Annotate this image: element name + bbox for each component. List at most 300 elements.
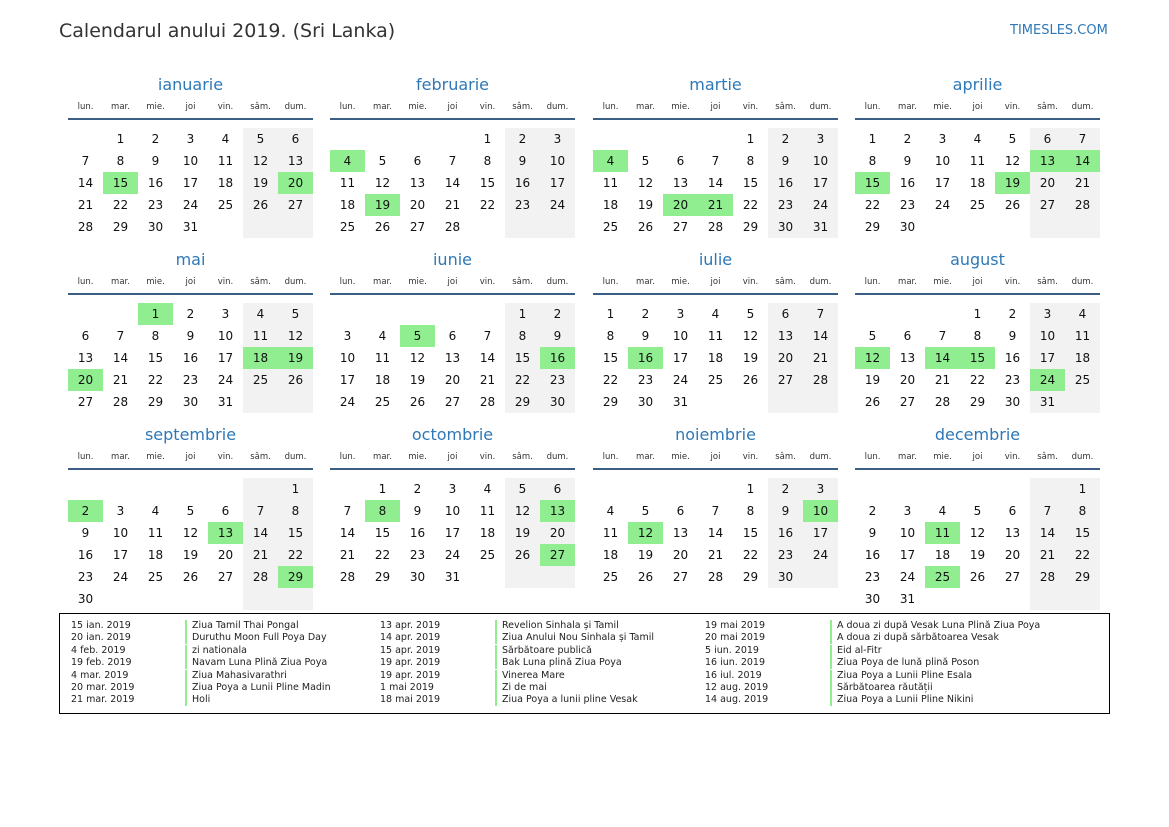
weekend-shade: [243, 588, 278, 610]
calendar-day: 12: [1004, 154, 1021, 168]
legend-holiday-name: A doua zi după sărbătoarea Vesak: [830, 632, 999, 644]
calendar-day: 8: [1065, 500, 1100, 522]
calendar-day: 29: [602, 395, 619, 409]
legend-date: 15 apr. 2019: [380, 644, 441, 656]
calendar-day: 15: [1065, 522, 1100, 544]
calendar-day: 28: [243, 566, 278, 588]
holiday-day: 20: [68, 369, 103, 391]
calendar-day: 10: [803, 150, 838, 172]
calendar-day: 22: [112, 198, 129, 212]
weekday-header: mie.: [408, 102, 427, 112]
weekday-header: lun.: [602, 102, 619, 112]
calendar-day: 1: [1065, 478, 1100, 500]
calendar-day: 17: [182, 176, 199, 190]
holiday-legend: [59, 613, 1110, 714]
calendar-day: 12: [243, 150, 278, 172]
calendar-day: 27: [444, 395, 461, 409]
calendar-day: 7: [483, 329, 492, 343]
calendar-day: 16: [768, 522, 803, 544]
calendar-day: 2: [186, 307, 195, 321]
weekday-header: vin.: [742, 452, 759, 462]
calendar-day: 16: [864, 548, 881, 562]
calendar-day: 28: [444, 220, 461, 234]
weekday-header: mie.: [408, 452, 427, 462]
calendar-day: 14: [243, 522, 278, 544]
calendar-day: 3: [803, 128, 838, 150]
calendar-day: 18: [479, 526, 496, 540]
calendar-day: 10: [182, 154, 199, 168]
calendar-day: 22: [1065, 544, 1100, 566]
calendar-day: 27: [899, 395, 916, 409]
calendar-day: 11: [1065, 325, 1100, 347]
weekday-header: mar.: [111, 277, 130, 287]
calendar-day: 23: [540, 369, 575, 391]
legend-date: 4 mar. 2019: [71, 669, 129, 681]
calendar-day: 24: [803, 194, 838, 216]
calendar-day: 23: [505, 194, 540, 216]
calendar-day: 18: [339, 198, 356, 212]
calendar-day: 12: [409, 351, 426, 365]
calendar-day: 28: [339, 570, 356, 584]
legend-date: 21 mar. 2019: [71, 694, 135, 706]
calendar-day: 11: [969, 154, 986, 168]
calendar-day: 16: [409, 526, 426, 540]
calendar-day: 28: [707, 220, 724, 234]
weekday-header: sâm.: [775, 452, 796, 462]
holiday-day: 12: [628, 522, 663, 544]
calendar-day: 14: [707, 176, 724, 190]
calendar-day: 30: [899, 220, 916, 234]
calendar-day: 19: [637, 548, 654, 562]
legend-holiday-name: Sărbătoare publică: [495, 645, 592, 657]
calendar-day: 26: [742, 373, 759, 387]
calendar-day: 12: [182, 526, 199, 540]
weekday-header: joi: [185, 277, 196, 287]
calendar-day: 19: [864, 373, 881, 387]
weekday-header: lun.: [864, 102, 881, 112]
weekday-header: joi: [972, 102, 983, 112]
calendar-day: 25: [602, 220, 619, 234]
calendar-day: 18: [602, 198, 619, 212]
month-divider: [855, 468, 1100, 470]
calendar-day: 30: [409, 570, 426, 584]
month-divider: [330, 118, 575, 120]
calendar-day: 18: [374, 373, 391, 387]
calendar-day: 27: [672, 570, 689, 584]
calendar-day: 3: [938, 132, 947, 146]
calendar-day: 13: [899, 351, 916, 365]
calendar-day: 16: [768, 172, 803, 194]
weekday-header: lun.: [602, 277, 619, 287]
month-name: octombrie: [411, 425, 494, 444]
calendar-day: 17: [540, 172, 575, 194]
calendar-day: 4: [483, 482, 492, 496]
calendar-day: 7: [1030, 500, 1065, 522]
calendar-day: 29: [112, 220, 129, 234]
legend-date: 18 mai 2019: [380, 694, 441, 706]
month-name: iulie: [698, 250, 733, 269]
holiday-day: 20: [278, 172, 313, 194]
calendar-day: 24: [672, 373, 689, 387]
calendar-day: 14: [479, 351, 496, 365]
calendar-day: 24: [934, 198, 951, 212]
calendar-day: 1: [868, 132, 877, 146]
calendar-day: 14: [112, 351, 129, 365]
weekday-header: mar.: [898, 277, 917, 287]
calendar-day: 10: [1030, 325, 1065, 347]
holiday-day: 24: [1030, 369, 1065, 391]
month-name: septembrie: [144, 425, 237, 444]
calendar-day: 11: [479, 504, 496, 518]
weekday-header: sâm.: [250, 102, 271, 112]
month-name: mai: [175, 250, 206, 269]
month-divider: [68, 293, 313, 295]
calendar-day: 25: [602, 570, 619, 584]
calendar-day: 17: [1030, 347, 1065, 369]
calendar-day: 27: [672, 220, 689, 234]
weekday-header: dum.: [284, 102, 307, 112]
weekday-header: mie.: [671, 277, 690, 287]
weekday-header: joi: [710, 277, 721, 287]
legend-holiday-name: A doua zi după Vesak Luna Plină Ziua Poya: [830, 620, 1040, 632]
weekday-header: mie.: [408, 277, 427, 287]
legend-holiday-name: Bak Luna plină Ziua Poya: [495, 657, 622, 669]
calendar-day: 5: [973, 504, 982, 518]
calendar-day: 4: [151, 504, 160, 518]
calendar-day: 2: [540, 303, 575, 325]
weekend-shade: [278, 391, 313, 413]
month-name: iunie: [432, 250, 472, 269]
weekend-shade: [243, 391, 278, 413]
weekday-header: sâm.: [250, 452, 271, 462]
legend-date: 19 feb. 2019: [71, 657, 132, 669]
calendar-day: 30: [768, 566, 803, 588]
calendar-day: 2: [151, 132, 160, 146]
calendar-day: 6: [278, 128, 313, 150]
legend-date: 12 aug. 2019: [705, 682, 769, 693]
calendar-day: 11: [374, 351, 391, 365]
calendar-day: 17: [444, 526, 461, 540]
calendar-day: 8: [151, 329, 160, 343]
calendar-day: 4: [606, 504, 615, 518]
weekday-header: mie.: [933, 277, 952, 287]
calendar-day: 19: [409, 373, 426, 387]
weekend-shade: [540, 566, 575, 588]
calendar-day: 7: [343, 504, 352, 518]
calendar-day: 9: [903, 154, 912, 168]
site-link[interactable]: TIMESLES.COM: [1010, 23, 1108, 38]
weekday-header: lun.: [602, 452, 619, 462]
calendar-day: 29: [742, 220, 759, 234]
calendar-day: 29: [147, 395, 164, 409]
calendar-day: 24: [803, 544, 838, 566]
weekday-header: vin.: [217, 452, 234, 462]
calendar-day: 4: [973, 132, 982, 146]
holiday-day: 2: [68, 500, 103, 522]
calendar-day: 22: [479, 198, 496, 212]
calendar-day: 1: [746, 482, 755, 496]
calendar-day: 6: [1008, 504, 1017, 518]
calendar-day: 7: [448, 154, 457, 168]
weekday-header: vin.: [1004, 452, 1021, 462]
calendar-day: 1: [116, 132, 125, 146]
weekday-header: sâm.: [775, 102, 796, 112]
month-name: martie: [689, 75, 742, 94]
weekday-header: sâm.: [1037, 102, 1058, 112]
weekday-header: joi: [710, 452, 721, 462]
weekday-header: sâm.: [512, 452, 533, 462]
calendar-day: 1: [483, 132, 492, 146]
weekday-header: mar.: [373, 102, 392, 112]
weekday-header: vin.: [742, 277, 759, 287]
calendar-day: 10: [339, 351, 356, 365]
weekday-header: dum.: [284, 277, 307, 287]
calendar-day: 22: [969, 373, 986, 387]
weekend-shade: [1030, 478, 1065, 500]
calendar-day: 2: [768, 478, 803, 500]
legend-holiday-name: Sărbătoarea răutății: [830, 682, 933, 694]
calendar-day: 9: [540, 325, 575, 347]
calendar-day: 21: [77, 198, 94, 212]
weekday-header: joi: [185, 452, 196, 462]
month-name: ianuarie: [157, 75, 224, 94]
calendar-day: 16: [182, 351, 199, 365]
calendar-day: 31: [182, 220, 199, 234]
weekday-header: vin.: [1004, 277, 1021, 287]
calendar-day: 9: [1008, 329, 1017, 343]
calendar-day: 4: [243, 303, 278, 325]
month-divider: [330, 293, 575, 295]
holiday-day: 19: [278, 347, 313, 369]
calendar-day: 12: [278, 325, 313, 347]
calendar-day: 23: [768, 194, 803, 216]
calendar-day: 30: [864, 592, 881, 606]
legend-holiday-name: Revelion Sinhala și Tamil: [495, 620, 619, 632]
calendar-day: 18: [217, 176, 234, 190]
calendar-day: 14: [1030, 522, 1065, 544]
calendar-day: 13: [1004, 526, 1021, 540]
weekday-header: mie.: [933, 102, 952, 112]
calendar-day: 14: [803, 325, 838, 347]
calendar-day: 10: [672, 329, 689, 343]
calendar-day: 21: [803, 347, 838, 369]
calendar-day: 28: [112, 395, 129, 409]
calendar-day: 23: [864, 570, 881, 584]
calendar-day: 10: [112, 526, 129, 540]
calendar-day: 17: [672, 351, 689, 365]
weekend-shade: [1030, 588, 1065, 610]
calendar-day: 28: [803, 369, 838, 391]
weekday-header: lun.: [339, 102, 356, 112]
weekday-header: joi: [972, 277, 983, 287]
calendar-day: 2: [413, 482, 422, 496]
calendar-day: 2: [1008, 307, 1017, 321]
calendar-day: 15: [742, 526, 759, 540]
calendar-day: 22: [742, 198, 759, 212]
calendar-day: 16: [505, 172, 540, 194]
calendar-day: 18: [147, 548, 164, 562]
calendar-day: 13: [672, 526, 689, 540]
calendar-day: 27: [1030, 194, 1065, 216]
calendar-day: 22: [742, 548, 759, 562]
calendar-day: 10: [217, 329, 234, 343]
holiday-day: 8: [365, 500, 400, 522]
calendar-day: 30: [768, 216, 803, 238]
weekday-header: sâm.: [512, 102, 533, 112]
calendar-day: 26: [1004, 198, 1021, 212]
calendar-day: 13: [768, 325, 803, 347]
weekday-header: sâm.: [250, 277, 271, 287]
calendar-day: 25: [217, 198, 234, 212]
weekday-header: dum.: [546, 452, 569, 462]
calendar-day: 5: [641, 504, 650, 518]
calendar-day: 4: [378, 329, 387, 343]
calendar-day: 31: [899, 592, 916, 606]
weekday-header: mie.: [933, 452, 952, 462]
weekday-header: mar.: [373, 277, 392, 287]
calendar-day: 12: [505, 500, 540, 522]
calendar-day: 6: [768, 303, 803, 325]
calendar-day: 25: [707, 373, 724, 387]
calendar-day: 7: [938, 329, 947, 343]
calendar-day: 23: [77, 570, 94, 584]
weekday-header: vin.: [742, 102, 759, 112]
legend-date: 16 iul. 2019: [705, 669, 762, 681]
legend-date: 4 feb. 2019: [71, 644, 126, 656]
weekday-header: lun.: [339, 277, 356, 287]
weekend-shade: [803, 391, 838, 413]
calendar-day: 9: [641, 329, 650, 343]
weekend-shade: [278, 588, 313, 610]
calendar-day: 31: [444, 570, 461, 584]
calendar-day: 5: [641, 154, 650, 168]
weekday-header: mar.: [111, 102, 130, 112]
month-divider: [593, 293, 838, 295]
calendar-day: 24: [182, 198, 199, 212]
calendar-day: 5: [868, 329, 877, 343]
weekday-header: joi: [710, 102, 721, 112]
weekday-header: joi: [447, 102, 458, 112]
calendar-day: 6: [81, 329, 90, 343]
calendar-day: 21: [444, 198, 461, 212]
calendar-day: 23: [182, 373, 199, 387]
calendar-day: 11: [147, 526, 164, 540]
calendar-day: 17: [339, 373, 356, 387]
weekend-shade: [243, 478, 278, 500]
calendar-day: 3: [676, 307, 685, 321]
holiday-day: 13: [1030, 150, 1065, 172]
calendar-day: 8: [483, 154, 492, 168]
calendar-day: 15: [742, 176, 759, 190]
calendar-day: 28: [1030, 566, 1065, 588]
calendar-day: 29: [742, 570, 759, 584]
calendar-day: 26: [182, 570, 199, 584]
calendar-day: 15: [602, 351, 619, 365]
calendar-day: 12: [637, 176, 654, 190]
weekday-header: vin.: [217, 277, 234, 287]
calendar-day: 8: [868, 154, 877, 168]
calendar-day: 25: [374, 395, 391, 409]
calendar-day: 1: [973, 307, 982, 321]
holiday-day: 16: [540, 347, 575, 369]
calendar-day: 19: [182, 548, 199, 562]
calendar-day: 5: [1008, 132, 1017, 146]
calendar-day: 21: [1030, 544, 1065, 566]
calendar-day: 8: [278, 500, 313, 522]
legend-holiday-name: Ziua Poya a lunii pline Vesak: [495, 694, 638, 706]
calendar-day: 13: [278, 150, 313, 172]
calendar-day: 5: [278, 303, 313, 325]
legend-holiday-name: Ziua Poya a Lunii Pline Madin: [185, 682, 331, 694]
calendar-day: 23: [768, 544, 803, 566]
calendar-day: 23: [1004, 373, 1021, 387]
calendar-day: 4: [1065, 303, 1100, 325]
calendar-day: 28: [934, 395, 951, 409]
month-divider: [593, 468, 838, 470]
calendar-day: 24: [339, 395, 356, 409]
weekday-header: mar.: [898, 452, 917, 462]
calendar-day: 18: [602, 548, 619, 562]
calendar-day: 15: [278, 522, 313, 544]
legend-date: 13 apr. 2019: [380, 620, 441, 631]
calendar-day: 13: [444, 351, 461, 365]
calendar-day: 28: [77, 220, 94, 234]
calendar-day: 13: [672, 176, 689, 190]
holiday-day: 14: [925, 347, 960, 369]
weekend-shade: [505, 566, 540, 588]
weekday-header: mie.: [146, 277, 165, 287]
calendar-day: 25: [147, 570, 164, 584]
weekend-shade: [1065, 588, 1100, 610]
legend-holiday-name: Navam Luna Plină Ziua Poya: [185, 657, 327, 669]
month-name: decembrie: [934, 425, 1021, 444]
calendar-day: 15: [479, 176, 496, 190]
calendar-day: 21: [243, 544, 278, 566]
calendar-day: 20: [672, 548, 689, 562]
weekday-header: dum.: [1071, 277, 1094, 287]
calendar-day: 3: [221, 307, 230, 321]
legend-holiday-name: Duruthu Moon Full Poya Day: [185, 632, 327, 644]
month-divider: [593, 118, 838, 120]
calendar-day: 30: [147, 220, 164, 234]
weekend-shade: [1065, 391, 1100, 413]
legend-holiday-name: Ziua Poya a Lunii Pline Nikini: [830, 694, 973, 706]
calendar-day: 29: [864, 220, 881, 234]
calendar-day: 2: [641, 307, 650, 321]
calendar-day: 26: [864, 395, 881, 409]
calendar-day: 11: [602, 526, 619, 540]
calendar-day: 24: [112, 570, 129, 584]
calendar-day: 6: [540, 478, 575, 500]
calendar-day: 27: [768, 369, 803, 391]
calendar-day: 12: [742, 329, 759, 343]
calendar-day: 1: [606, 307, 615, 321]
calendar-day: 24: [444, 548, 461, 562]
calendar-day: 17: [899, 548, 916, 562]
weekend-shade: [243, 216, 278, 238]
calendar-day: 8: [606, 329, 615, 343]
holiday-day: 16: [628, 347, 663, 369]
calendar-day: 28: [707, 570, 724, 584]
calendar-day: 29: [374, 570, 391, 584]
weekday-header: mar.: [636, 277, 655, 287]
legend-holiday-name: Ziua Anului Nou Sinhala și Tamil: [495, 632, 654, 644]
calendar-day: 7: [711, 154, 720, 168]
calendar-day: 5: [746, 307, 755, 321]
calendar-day: 26: [243, 194, 278, 216]
calendar-day: 21: [1065, 172, 1100, 194]
weekend-shade: [505, 216, 540, 238]
